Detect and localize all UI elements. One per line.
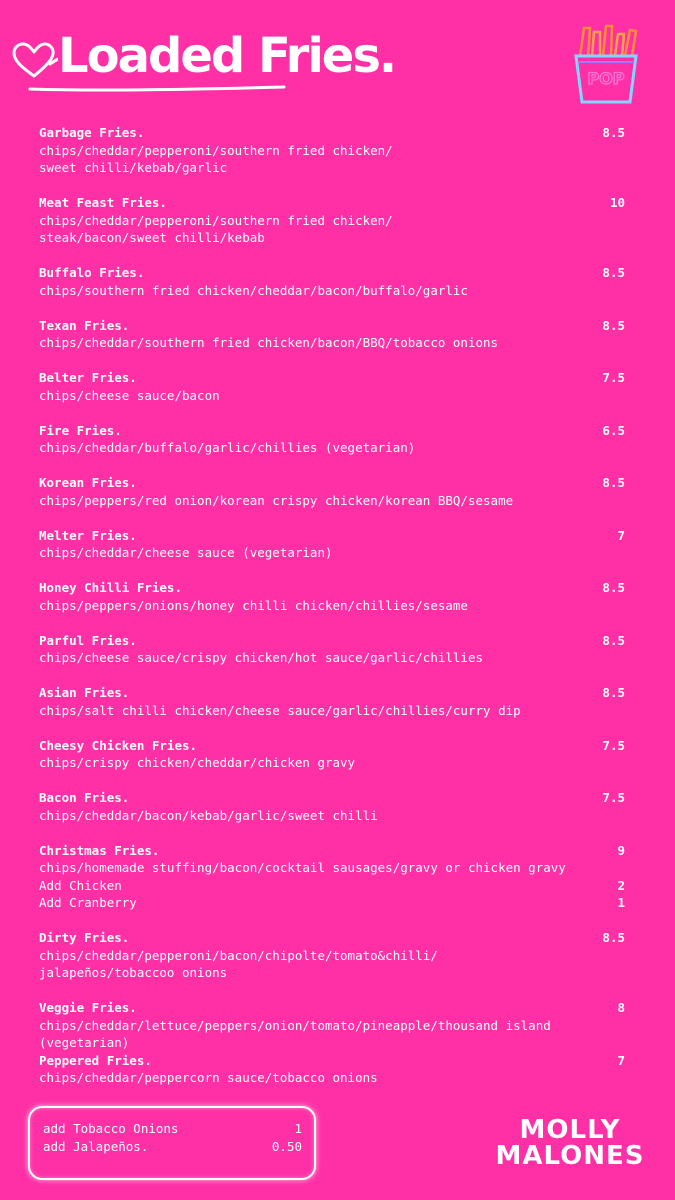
item-description: chips/crispy chicken/cheddar/chicken gravy bbox=[39, 755, 356, 770]
item-price: 7.5 bbox=[602, 370, 625, 385]
item-description: sweet chilli/kebab/garlic bbox=[39, 160, 228, 175]
addon-label: add Jalapeños. bbox=[43, 1139, 149, 1154]
addons-box bbox=[28, 1106, 316, 1180]
item-price: 8.5 bbox=[602, 632, 625, 648]
item-price: 8 bbox=[617, 1000, 625, 1015]
item-description: chips/cheddar/pepperoni/bacon/chipolte/tomato&chilli/ bbox=[39, 947, 438, 963]
item-price: 7 bbox=[617, 1052, 625, 1068]
item-price: 8.5 bbox=[602, 685, 625, 700]
menu-item bbox=[39, 632, 625, 667]
menu-item bbox=[39, 264, 625, 299]
item-name: Fire Fries. bbox=[39, 422, 122, 438]
item-price: 7 bbox=[617, 527, 625, 543]
extra-label: Add Cranberry bbox=[39, 895, 137, 910]
item-price: 8.5 bbox=[602, 930, 625, 945]
menu-item bbox=[39, 527, 625, 562]
item-description: chips/peppers/red onion/korean crispy chicken/korean BBQ/sesame bbox=[39, 492, 514, 508]
item-description: chips/cheddar/lettuce/peppers/onion/tomato/pineapple/thousand island bbox=[39, 1017, 551, 1033]
item-name: Dirty Fries. bbox=[39, 930, 130, 945]
menu-item bbox=[39, 842, 625, 912]
menu-item bbox=[39, 474, 625, 509]
item-price: 7.5 bbox=[602, 790, 625, 805]
menu-item bbox=[39, 929, 625, 982]
addon-price: 0.50 bbox=[271, 1139, 302, 1154]
item-description: chips/cheddar/pepperoni/southern fried chicken/ bbox=[39, 142, 393, 158]
item-name: Peppered Fries. bbox=[39, 1052, 152, 1068]
item-price: 7.5 bbox=[602, 737, 625, 753]
menu-list bbox=[39, 124, 625, 1104]
title-underline bbox=[28, 84, 288, 92]
item-description: chips/cheddar/buffalo/garlic/chillies (vegetarian) bbox=[39, 440, 416, 455]
item-name: Buffalo Fries. bbox=[39, 265, 145, 280]
item-price: 6.5 bbox=[602, 422, 625, 438]
item-description: chips/peppers/onions/honey chilli chicken/chillies/sesame bbox=[39, 597, 468, 613]
menu-item bbox=[39, 317, 625, 352]
item-name: Texan Fries. bbox=[39, 317, 130, 333]
item-description: (vegetarian) bbox=[39, 1035, 130, 1050]
item-name: Veggie Fries. bbox=[39, 1000, 137, 1015]
menu-item bbox=[39, 579, 625, 614]
item-description: chips/cheddar/southern fried chicken/bacon/BBQ/tobacco onions bbox=[39, 335, 499, 350]
item-description: chips/southern fried chicken/cheddar/bacon/buffalo/garlic bbox=[39, 282, 468, 298]
brand-logo bbox=[492, 1117, 648, 1169]
item-name: Garbage Fries. bbox=[39, 125, 145, 140]
item-description: chips/cheese sauce/bacon bbox=[39, 387, 220, 403]
heart-icon bbox=[10, 40, 58, 82]
menu-item bbox=[39, 737, 625, 772]
item-name: Korean Fries. bbox=[39, 475, 137, 490]
item-price: 8.5 bbox=[602, 475, 625, 490]
item-name: Meat Feast Fries. bbox=[39, 195, 167, 210]
logo-text: POP bbox=[587, 69, 625, 88]
menu-item bbox=[39, 1052, 625, 1087]
item-price: 9 bbox=[617, 842, 625, 858]
extra-label: Add Chicken bbox=[39, 877, 122, 893]
addon-row bbox=[43, 1138, 302, 1156]
brand-line-1: MOLLY bbox=[519, 1115, 621, 1145]
neon-fries-icon bbox=[570, 22, 642, 106]
item-price: 8.5 bbox=[602, 125, 625, 140]
brand-line-2: MALONES bbox=[495, 1141, 645, 1171]
menu-item bbox=[39, 422, 625, 457]
item-name: Belter Fries. bbox=[39, 370, 137, 385]
item-name: Melter Fries. bbox=[39, 527, 137, 543]
item-description: chips/cheddar/pepperoni/southern fried chicken/ bbox=[39, 212, 393, 228]
item-name: Asian Fries. bbox=[39, 685, 130, 700]
item-price: 8.5 bbox=[602, 580, 625, 595]
item-description: chips/cheddar/peppercorn sauce/tobacco onions bbox=[39, 1070, 378, 1085]
item-description: chips/cheddar/cheese sauce (vegetarian) bbox=[39, 545, 333, 560]
item-price: 10 bbox=[609, 195, 625, 210]
item-description: steak/bacon/sweet chilli/kebab bbox=[39, 230, 265, 245]
item-price: 8.5 bbox=[602, 317, 625, 333]
item-name: Parful Fries. bbox=[39, 632, 137, 648]
addon-label: add Tobacco Onions bbox=[43, 1121, 179, 1136]
item-description: jalapeños/tobaccoo onions bbox=[39, 965, 228, 980]
menu-item bbox=[39, 999, 625, 1052]
menu-item bbox=[39, 194, 625, 247]
menu-item bbox=[39, 789, 625, 824]
item-price: 8.5 bbox=[602, 265, 625, 280]
extra-price: 2 bbox=[617, 877, 625, 893]
item-description: chips/homemade stuffing/bacon/cocktail sausages/gravy or chicken gravy bbox=[39, 860, 566, 875]
page-title: Loaded Fries. bbox=[58, 28, 396, 84]
extra-price: 1 bbox=[617, 895, 625, 910]
item-description: chips/cheese sauce/crispy chicken/hot sauce/garlic/chillies bbox=[39, 650, 484, 665]
item-description: chips/cheddar/bacon/kebab/garlic/sweet chilli bbox=[39, 807, 378, 823]
menu-item bbox=[39, 684, 625, 719]
menu-item bbox=[39, 369, 625, 404]
item-name: Honey Chilli Fries. bbox=[39, 580, 182, 595]
item-name: Bacon Fries. bbox=[39, 790, 130, 805]
menu-item bbox=[39, 124, 625, 177]
addon-price: 1 bbox=[294, 1121, 302, 1136]
item-description: chips/salt chilli chicken/cheese sauce/garlic/chillies/curry dip bbox=[39, 702, 521, 718]
addon-row bbox=[43, 1120, 302, 1138]
item-name: Christmas Fries. bbox=[39, 842, 160, 858]
item-name: Cheesy Chicken Fries. bbox=[39, 737, 198, 753]
title-block bbox=[8, 22, 408, 92]
